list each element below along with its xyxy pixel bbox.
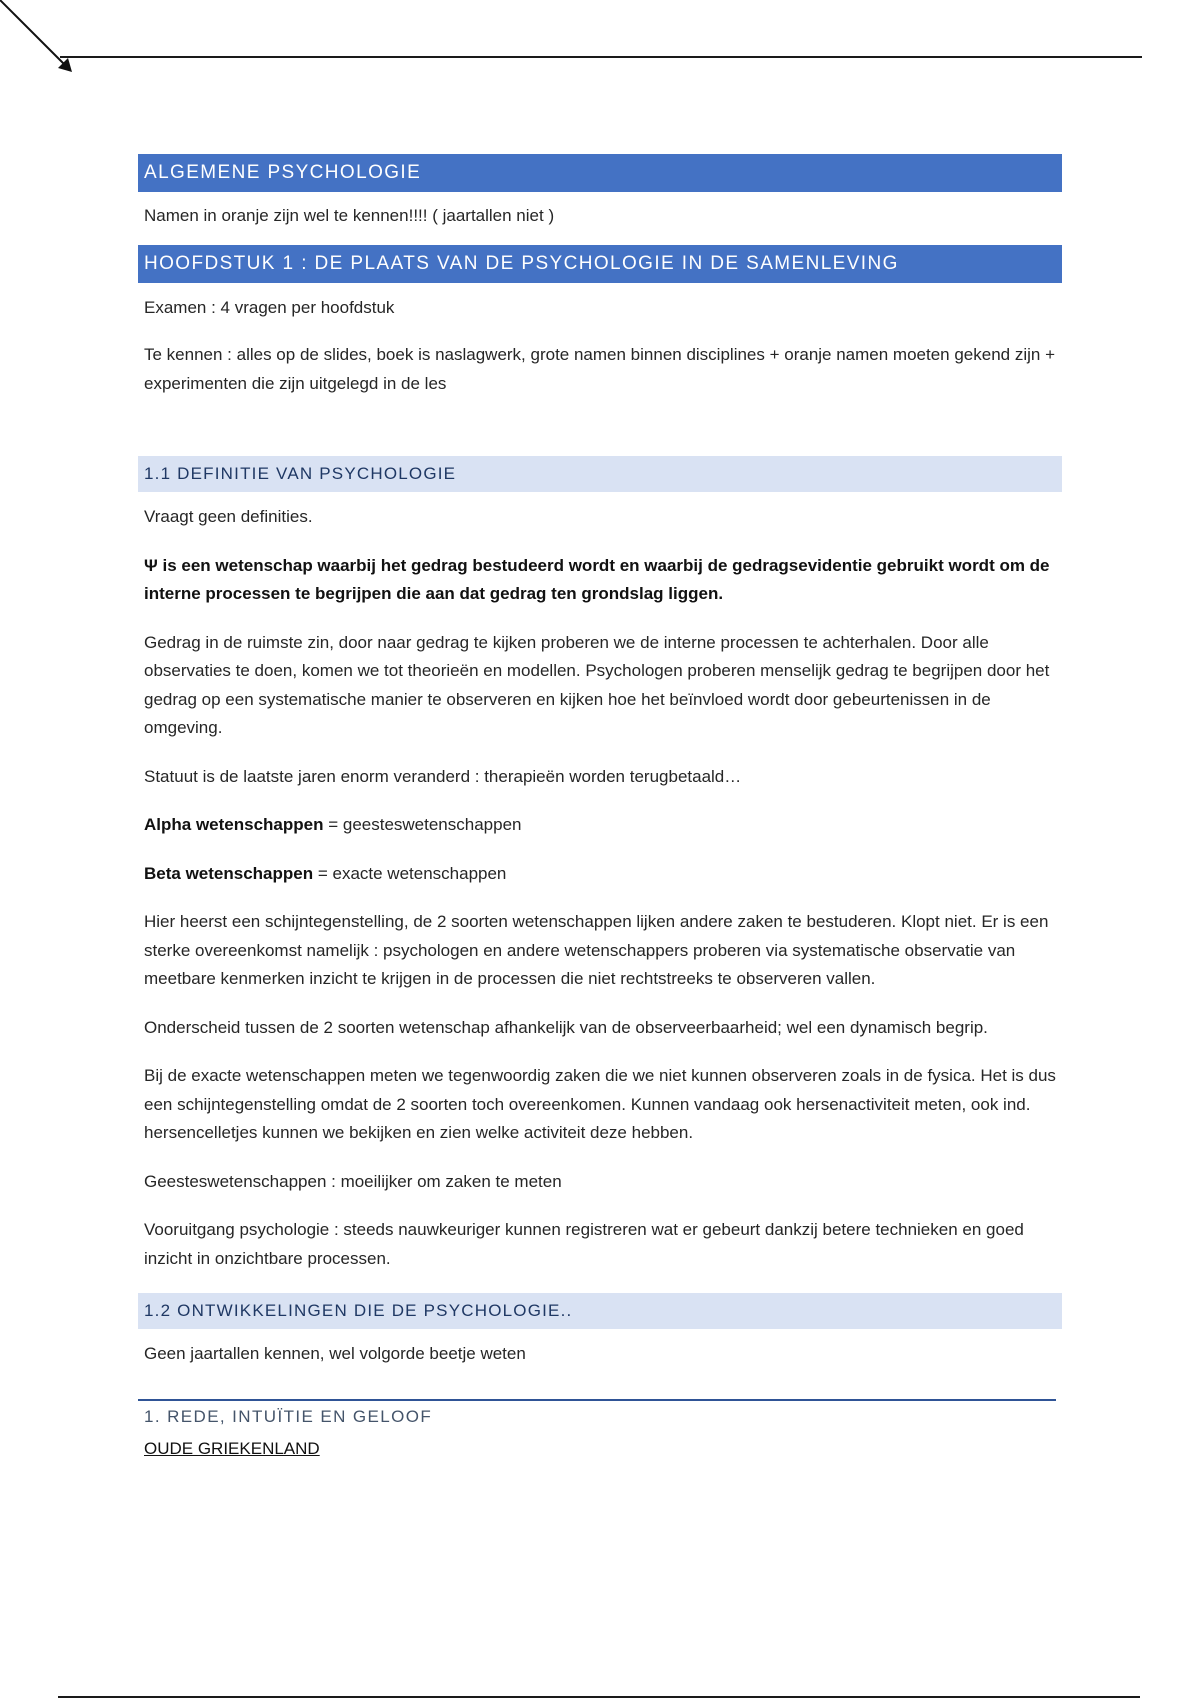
corner-arrow-icon (0, 0, 80, 80)
intro-note: Namen in oranje zijn wel te kennen!!!! ( jaartallen niet ) (144, 206, 555, 225)
paragraph: Statuut is de laatste jaren enorm veranderd : therapieën worden terugbetaald… (144, 766, 742, 786)
alpha-paragraph (138, 811, 1062, 840)
section-heading-1-2: 1.2 ONTWIKKELINGEN DIE DE PSYCHOLOGIE.. (138, 1293, 1062, 1329)
paragraph: Vooruitgang psychologie : steeds nauwkeuriger kunnen registreren wat er gebeurt dankzij betere technieken en goed inzicht in onzichtbare processen. (144, 1220, 1024, 1268)
alpha-term: Alpha wetenschappen (144, 815, 324, 834)
document-body (138, 154, 1062, 1463)
alpha-definition: = geesteswetenschappen (323, 815, 522, 834)
exam-note: Examen : 4 vragen per hoofdstuk (144, 297, 395, 317)
beta-definition: = exacte wetenschappen (313, 863, 507, 883)
beta-term: Beta wetenschappen (144, 863, 314, 883)
paragraph: Gedrag in de ruimste zin, door naar gedrag te kijken proberen we de interne processen te achterhalen. Door alle observaties te doen, komen we tot theorieën en modellen. Psychologen proberen menselijk gedrag te begrijpen door het gedrag op een systematische manier te observeren en kijken hoe het beïnvloed wordt door gebeurtenissen in de omgeving. (144, 632, 1050, 737)
paragraph: Onderscheid tussen de 2 soorten wetenschap afhankelijk van de observeerbaarheid; wel een dynamisch begrip. (144, 1017, 988, 1037)
subsection-heading: 1. REDE, INTUÏTIE EN GELOOF (138, 1399, 1056, 1427)
footer-rule (58, 1696, 1140, 1698)
paragraph: Hier heerst een schijntegenstelling, de 2 soorten wetenschappen lijken andere zaken te bestuderen. Klopt niet. Er is een sterke overeenkomst namelijk : psychologen en andere wetenschappers proberen via systematische observatie van meetbare kenmerken inzicht te krijgen in de processen die niet rechtstreeks te observeren vallen. (144, 912, 1049, 988)
document-title: ALGEMENE PSYCHOLOGIE (138, 154, 1062, 192)
definition-paragraph: Ψ is een wetenschap waarbij het gedrag bestudeerd wordt en waarbij de gedragsevidentie gebruikt wordt om de interne processen te begrijpen die aan dat gedrag ten grondslag liggen. (144, 555, 1050, 603)
paragraph: Geen jaartallen kennen, wel volgorde beetje weten (144, 1344, 526, 1363)
paragraph: Vraagt geen definities. (144, 507, 313, 526)
sub-subsection-heading: OUDE GRIEKENLAND (144, 1438, 320, 1458)
to-know-note: Te kennen : alles op de slides, boek is naslagwerk, grote namen binnen disciplines + oranje namen moeten gekend zijn + experimenten die zijn uitgelegd in de les (144, 345, 1056, 393)
paragraph: Geesteswetenschappen : moeilijker om zaken te meten (144, 1171, 562, 1191)
beta-paragraph (138, 860, 1062, 889)
chapter-heading: HOOFDSTUK 1 : DE PLAATS VAN DE PSYCHOLOGIE IN DE SAMENLEVING (138, 245, 1062, 283)
header-rule (60, 56, 1142, 58)
section-heading-1-1: 1.1 DEFINITIE VAN PSYCHOLOGIE (138, 456, 1062, 492)
paragraph: Bij de exacte wetenschappen meten we tegenwoordig zaken die we niet kunnen observeren zoals in de fysica. Het is dus een schijntegenstelling omdat de 2 soorten toch overeenkomen. Kunnen vandaag ook hersenactiviteit meten, ook ind. hersencelletjes kunnen we bekijken en zien welke activiteit deze hebben. (144, 1066, 1056, 1142)
